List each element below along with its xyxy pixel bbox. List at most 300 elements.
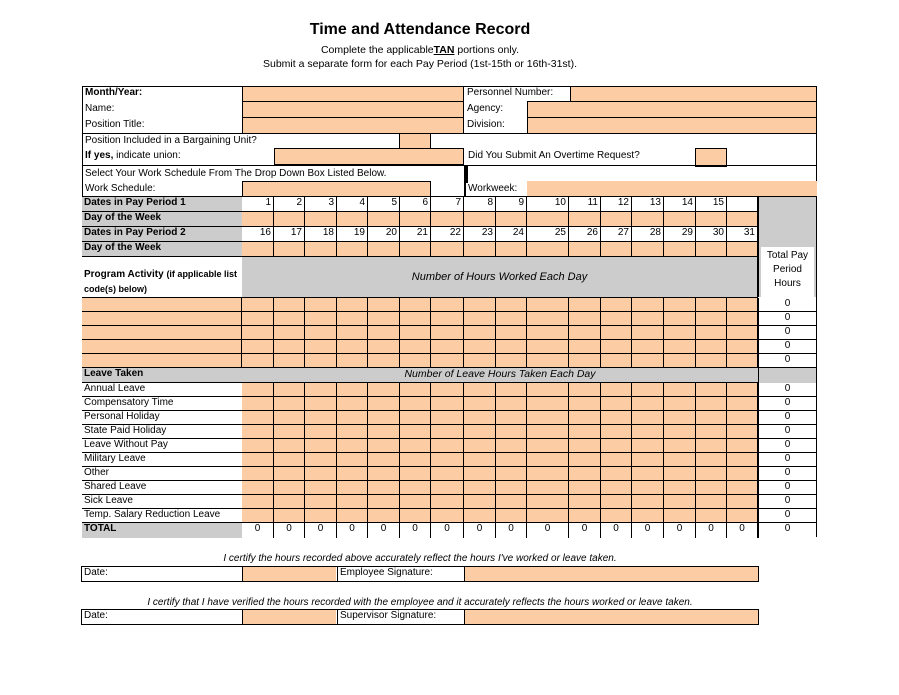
dow-cell[interactable]: [696, 212, 727, 227]
leave-hours-cell[interactable]: [727, 411, 758, 425]
leave-hours-cell[interactable]: [337, 481, 368, 495]
leave-hours-cell[interactable]: [569, 467, 601, 481]
hours-cell[interactable]: [368, 298, 400, 312]
leave-hours-cell[interactable]: [464, 425, 496, 439]
leave-hours-cell[interactable]: [601, 509, 632, 523]
leave-hours-cell[interactable]: [664, 495, 696, 509]
leave-hours-cell[interactable]: [242, 411, 274, 425]
leave-hours-cell[interactable]: [368, 411, 400, 425]
hours-cell[interactable]: [305, 326, 337, 340]
hours-cell[interactable]: [242, 312, 274, 326]
leave-hours-cell[interactable]: [727, 425, 758, 439]
leave-hours-cell[interactable]: [431, 453, 464, 467]
hours-cell[interactable]: [696, 298, 727, 312]
leave-hours-cell[interactable]: [337, 495, 368, 509]
leave-hours-cell[interactable]: [368, 383, 400, 397]
leave-hours-cell[interactable]: [696, 425, 727, 439]
hours-cell[interactable]: [368, 340, 400, 354]
program-code-input[interactable]: [82, 326, 242, 340]
leave-hours-cell[interactable]: [368, 509, 400, 523]
dow-cell[interactable]: [727, 242, 758, 257]
hours-cell[interactable]: [727, 312, 758, 326]
leave-hours-cell[interactable]: [664, 425, 696, 439]
hours-cell[interactable]: [337, 354, 368, 368]
leave-total: 0: [758, 509, 816, 523]
hours-cell[interactable]: [496, 340, 527, 354]
date-cell: 30: [696, 227, 727, 242]
hours-cell[interactable]: [431, 354, 464, 368]
leave-hours-cell[interactable]: [601, 383, 632, 397]
leave-hours-cell[interactable]: [464, 481, 496, 495]
leave-hours-cell[interactable]: [664, 481, 696, 495]
hours-cell[interactable]: [601, 326, 632, 340]
leave-hours-cell[interactable]: [305, 509, 337, 523]
hours-cell[interactable]: [569, 298, 601, 312]
hours-cell[interactable]: [569, 340, 601, 354]
leave-hours-cell[interactable]: [400, 495, 431, 509]
dow-cell[interactable]: [337, 242, 368, 257]
date-cell: 15: [696, 197, 727, 212]
leave-hours-cell[interactable]: [601, 397, 632, 411]
leave-hours-cell[interactable]: [601, 411, 632, 425]
leave-hours-cell[interactable]: [632, 383, 664, 397]
hours-cell[interactable]: [305, 354, 337, 368]
leave-hours-cell[interactable]: [400, 411, 431, 425]
leave-hours-cell[interactable]: [274, 383, 305, 397]
leave-hours-cell[interactable]: [242, 495, 274, 509]
leave-hours-cell[interactable]: [527, 397, 569, 411]
leave-hours-cell[interactable]: [632, 509, 664, 523]
leave-hours-cell[interactable]: [242, 509, 274, 523]
leave-hours-cell[interactable]: [337, 467, 368, 481]
dow-cell[interactable]: [431, 212, 464, 227]
position-title-input[interactable]: [242, 117, 464, 134]
hours-cell[interactable]: [431, 312, 464, 326]
hours-cell[interactable]: [431, 340, 464, 354]
leave-hours-cell[interactable]: [305, 425, 337, 439]
leave-hours-cell[interactable]: [337, 425, 368, 439]
hours-cell[interactable]: [569, 354, 601, 368]
leave-hours-cell[interactable]: [400, 397, 431, 411]
hours-cell[interactable]: [727, 298, 758, 312]
bargaining-input[interactable]: [399, 133, 431, 149]
hours-cell[interactable]: [496, 298, 527, 312]
leave-hours-cell[interactable]: [368, 453, 400, 467]
hours-cell[interactable]: [496, 326, 527, 340]
dow-cell[interactable]: [431, 242, 464, 257]
leave-hours-cell[interactable]: [337, 439, 368, 453]
hours-cell[interactable]: [274, 340, 305, 354]
leave-hours-cell[interactable]: [496, 439, 527, 453]
leave-hours-cell[interactable]: [601, 453, 632, 467]
dow-cell[interactable]: [242, 242, 274, 257]
leave-hours-cell[interactable]: [368, 467, 400, 481]
leave-hours-cell[interactable]: [464, 509, 496, 523]
leave-hours-cell[interactable]: [274, 397, 305, 411]
leave-hours-cell[interactable]: [632, 411, 664, 425]
hours-cell[interactable]: [274, 326, 305, 340]
hours-cell[interactable]: [464, 354, 496, 368]
leave-hours-cell[interactable]: [400, 453, 431, 467]
leave-hours-cell[interactable]: [242, 425, 274, 439]
leave-hours-cell[interactable]: [305, 439, 337, 453]
hours-cell[interactable]: [527, 354, 569, 368]
leave-hours-cell[interactable]: [696, 397, 727, 411]
dow-cell[interactable]: [400, 212, 431, 227]
dow-cell[interactable]: [337, 212, 368, 227]
program-code-input[interactable]: [82, 298, 242, 312]
dow-cell[interactable]: [496, 212, 527, 227]
hours-cell[interactable]: [337, 340, 368, 354]
hours-cell[interactable]: [431, 326, 464, 340]
hours-cell[interactable]: [696, 326, 727, 340]
program-code-input[interactable]: [82, 340, 242, 354]
supervisor_cert-signature-input[interactable]: [464, 610, 758, 624]
hours-cell[interactable]: [368, 354, 400, 368]
leave-hours-cell[interactable]: [400, 481, 431, 495]
leave-hours-cell[interactable]: [496, 509, 527, 523]
hours-cell[interactable]: [400, 354, 431, 368]
hours-cell[interactable]: [368, 312, 400, 326]
hours-cell[interactable]: [696, 354, 727, 368]
leave-hours-cell[interactable]: [727, 397, 758, 411]
leave-hours-cell[interactable]: [527, 467, 569, 481]
hours-cell[interactable]: [727, 340, 758, 354]
leave-hours-cell[interactable]: [274, 453, 305, 467]
hours-cell[interactable]: [632, 326, 664, 340]
hours-cell[interactable]: [464, 298, 496, 312]
personnel-number-input[interactable]: [570, 86, 817, 102]
leave-hours-cell[interactable]: [431, 439, 464, 453]
leave-hours-cell[interactable]: [274, 495, 305, 509]
leave-hours-cell[interactable]: [569, 411, 601, 425]
leave-hours-cell[interactable]: [664, 439, 696, 453]
hours-cell[interactable]: [664, 312, 696, 326]
total-cell: 0: [496, 523, 527, 538]
leave-hours-cell[interactable]: [569, 383, 601, 397]
leave-hours-cell[interactable]: [527, 439, 569, 453]
hours-cell[interactable]: [400, 298, 431, 312]
leave-hours-cell[interactable]: [569, 495, 601, 509]
leave-hours-cell[interactable]: [569, 509, 601, 523]
dow-cell[interactable]: [527, 242, 569, 257]
leave-hours-cell[interactable]: [632, 495, 664, 509]
leave-hours-cell[interactable]: [305, 495, 337, 509]
hours-cell[interactable]: [242, 326, 274, 340]
leave-hours-cell[interactable]: [664, 383, 696, 397]
leave-hours-cell[interactable]: [242, 481, 274, 495]
dow-cell[interactable]: [305, 242, 337, 257]
leave-hours-cell[interactable]: [727, 481, 758, 495]
leave-hours-cell[interactable]: [632, 397, 664, 411]
dow-cell[interactable]: [664, 242, 696, 257]
leave-hours-cell[interactable]: [431, 481, 464, 495]
dow-cell[interactable]: [601, 212, 632, 227]
hours-cell[interactable]: [664, 326, 696, 340]
leave-hours-cell[interactable]: [727, 383, 758, 397]
program-total: 0: [758, 312, 816, 326]
dow-cell[interactable]: [569, 212, 601, 227]
leave-hours-cell[interactable]: [664, 397, 696, 411]
leave-hours-cell[interactable]: [496, 481, 527, 495]
hours-cell[interactable]: [527, 326, 569, 340]
hours-cell[interactable]: [601, 298, 632, 312]
leave-hours-cell[interactable]: [696, 495, 727, 509]
leave-hours-cell[interactable]: [464, 439, 496, 453]
hours-cell[interactable]: [337, 312, 368, 326]
hours-cell[interactable]: [305, 298, 337, 312]
leave-hours-cell[interactable]: [431, 467, 464, 481]
dow-cell[interactable]: [400, 242, 431, 257]
program-code-input[interactable]: [82, 354, 242, 368]
hours-cell[interactable]: [242, 354, 274, 368]
employee_cert-signature-input[interactable]: [464, 567, 758, 581]
date-cell: 6: [400, 197, 431, 212]
leave-hours-cell[interactable]: [601, 481, 632, 495]
leave-hours-cell[interactable]: [527, 481, 569, 495]
leave-hours-cell[interactable]: [496, 495, 527, 509]
leave-hours-cell[interactable]: [527, 495, 569, 509]
leave-hours-cell[interactable]: [464, 411, 496, 425]
leave-hours-cell[interactable]: [696, 481, 727, 495]
hours-cell[interactable]: [464, 326, 496, 340]
hours-cell[interactable]: [569, 312, 601, 326]
hours-cell[interactable]: [496, 312, 527, 326]
dow-cell[interactable]: [368, 242, 400, 257]
leave-hours-cell[interactable]: [527, 411, 569, 425]
work-schedule-select[interactable]: [242, 181, 431, 197]
leave-hours-cell[interactable]: [601, 425, 632, 439]
dow-cell[interactable]: [368, 212, 400, 227]
dow-cell[interactable]: [464, 242, 496, 257]
dow-cell[interactable]: [305, 212, 337, 227]
leave-hours-cell[interactable]: [727, 495, 758, 509]
leave-hours-cell[interactable]: [696, 467, 727, 481]
leave-hours-cell[interactable]: [368, 397, 400, 411]
leave-hours-cell[interactable]: [431, 425, 464, 439]
leave-hours-cell[interactable]: [305, 383, 337, 397]
leave-hours-cell[interactable]: [400, 425, 431, 439]
hours-cell[interactable]: [337, 298, 368, 312]
hours-cell[interactable]: [664, 298, 696, 312]
leave-hours-cell[interactable]: [464, 495, 496, 509]
leave-hours-cell[interactable]: [464, 453, 496, 467]
name-input[interactable]: [242, 101, 464, 118]
hours-cell[interactable]: [664, 354, 696, 368]
dow-cell[interactable]: [632, 212, 664, 227]
leave-hours-cell[interactable]: [305, 467, 337, 481]
leave-hours-cell[interactable]: [431, 495, 464, 509]
hours-cell[interactable]: [601, 354, 632, 368]
dow-cell[interactable]: [242, 212, 274, 227]
leave-hours-cell[interactable]: [696, 383, 727, 397]
leave-hours-cell[interactable]: [337, 453, 368, 467]
dow-cell[interactable]: [632, 242, 664, 257]
hours-cell[interactable]: [305, 312, 337, 326]
leave-hours-cell[interactable]: [496, 397, 527, 411]
leave-hours-cell[interactable]: [569, 425, 601, 439]
leave-hours-cell[interactable]: [368, 425, 400, 439]
hours-cell[interactable]: [727, 354, 758, 368]
leave-hours-cell[interactable]: [464, 467, 496, 481]
hours-cell[interactable]: [431, 298, 464, 312]
leave-hours-cell[interactable]: [601, 495, 632, 509]
leave-hours-cell[interactable]: [527, 383, 569, 397]
leave-hours-cell[interactable]: [431, 397, 464, 411]
leave-hours-cell[interactable]: [464, 383, 496, 397]
dow-cell[interactable]: [727, 212, 758, 227]
leave-hours-cell[interactable]: [337, 509, 368, 523]
leave-hours-cell[interactable]: [274, 411, 305, 425]
leave-hours-cell[interactable]: [664, 411, 696, 425]
hours-cell[interactable]: [632, 340, 664, 354]
hours-cell[interactable]: [337, 326, 368, 340]
leave-hours-cell[interactable]: [569, 481, 601, 495]
hours-cell[interactable]: [527, 312, 569, 326]
hours-cell[interactable]: [274, 312, 305, 326]
leave-hours-cell[interactable]: [527, 453, 569, 467]
date-cell: 18: [305, 227, 337, 242]
leave-hours-cell[interactable]: [274, 481, 305, 495]
agency-input[interactable]: [527, 101, 817, 118]
leave-hours-cell[interactable]: [305, 481, 337, 495]
division-input[interactable]: [527, 117, 817, 134]
dow-cell[interactable]: [496, 242, 527, 257]
leave-hours-cell[interactable]: [496, 453, 527, 467]
leave-hours-cell[interactable]: [242, 467, 274, 481]
leave-hours-cell[interactable]: [274, 439, 305, 453]
leave-hours-cell[interactable]: [727, 453, 758, 467]
leave-hours-cell[interactable]: [305, 397, 337, 411]
leave-hours-cell[interactable]: [242, 453, 274, 467]
workweek-select[interactable]: [527, 181, 817, 197]
leave-hours-cell[interactable]: [242, 439, 274, 453]
leave-hours-cell[interactable]: [569, 439, 601, 453]
employee_cert-date-input[interactable]: [242, 567, 336, 581]
hours-cell[interactable]: [696, 340, 727, 354]
hours-cell[interactable]: [242, 340, 274, 354]
union-input[interactable]: [274, 148, 464, 165]
leave-hours-cell[interactable]: [274, 467, 305, 481]
dow-cell[interactable]: [464, 212, 496, 227]
hours-cell[interactable]: [400, 340, 431, 354]
hours-cell[interactable]: [368, 326, 400, 340]
dow-cell[interactable]: [664, 212, 696, 227]
hours-cell[interactable]: [274, 298, 305, 312]
leave-hours-cell[interactable]: [496, 411, 527, 425]
month-year-input[interactable]: [242, 86, 464, 102]
leave-hours-cell[interactable]: [569, 397, 601, 411]
dow-cell[interactable]: [527, 212, 569, 227]
hours-cell[interactable]: [632, 354, 664, 368]
hours-cell[interactable]: [400, 312, 431, 326]
dow-cell[interactable]: [569, 242, 601, 257]
leave-hours-cell[interactable]: [305, 411, 337, 425]
dow-cell[interactable]: [274, 212, 305, 227]
hours-cell[interactable]: [527, 340, 569, 354]
leave-hours-cell[interactable]: [464, 397, 496, 411]
leave-hours-cell[interactable]: [368, 481, 400, 495]
leave-hours-cell[interactable]: [337, 411, 368, 425]
hours-cell[interactable]: [664, 340, 696, 354]
leave-hours-cell[interactable]: [632, 467, 664, 481]
dow-cell[interactable]: [601, 242, 632, 257]
leave-hours-cell[interactable]: [527, 509, 569, 523]
total-cell: 0: [242, 523, 274, 538]
leave-hours-cell[interactable]: [696, 439, 727, 453]
hours-cell[interactable]: [496, 354, 527, 368]
leave-hours-cell[interactable]: [431, 411, 464, 425]
leave-hours-cell[interactable]: [274, 425, 305, 439]
hours-cell[interactable]: [274, 354, 305, 368]
leave-hours-cell[interactable]: [337, 383, 368, 397]
hours-cell[interactable]: [569, 326, 601, 340]
leave-hours-cell[interactable]: [632, 453, 664, 467]
leave-hours-cell[interactable]: [696, 411, 727, 425]
leave-hours-cell[interactable]: [632, 425, 664, 439]
leave-hours-cell[interactable]: [696, 453, 727, 467]
leave-hours-cell[interactable]: [696, 509, 727, 523]
dow-cell[interactable]: [696, 242, 727, 257]
leave-hours-cell[interactable]: [496, 467, 527, 481]
program-code-input[interactable]: [82, 312, 242, 326]
leave-hours-cell[interactable]: [601, 439, 632, 453]
leave-hours-cell[interactable]: [400, 467, 431, 481]
leave-hours-cell[interactable]: [496, 425, 527, 439]
leave-hours-cell[interactable]: [664, 509, 696, 523]
leave-hours-cell[interactable]: [368, 495, 400, 509]
hours-cell[interactable]: [727, 326, 758, 340]
leave-hours-cell[interactable]: [632, 439, 664, 453]
leave-hours-cell[interactable]: [431, 509, 464, 523]
leave-hours-cell[interactable]: [496, 383, 527, 397]
supervisor_cert-date-input[interactable]: [242, 610, 336, 624]
hours-cell[interactable]: [464, 312, 496, 326]
leave-hours-cell[interactable]: [664, 467, 696, 481]
leave-hours-cell[interactable]: [527, 425, 569, 439]
leave-hours-cell[interactable]: [664, 453, 696, 467]
dow-cell[interactable]: [274, 242, 305, 257]
hours-cell[interactable]: [696, 312, 727, 326]
leave-hours-cell[interactable]: [274, 509, 305, 523]
hours-cell[interactable]: [242, 298, 274, 312]
leave-hours-cell[interactable]: [242, 383, 274, 397]
hours-cell[interactable]: [601, 340, 632, 354]
leave-hours-cell[interactable]: [242, 397, 274, 411]
hours-cell[interactable]: [601, 312, 632, 326]
total-hours-header: [758, 197, 816, 297]
leave-hours-cell[interactable]: [727, 509, 758, 523]
hours-cell[interactable]: [527, 298, 569, 312]
hours-cell[interactable]: [632, 312, 664, 326]
leave-hours-cell[interactable]: [632, 481, 664, 495]
leave-hours-cell[interactable]: [727, 439, 758, 453]
leave-hours-cell[interactable]: [727, 467, 758, 481]
leave-hours-cell[interactable]: [337, 397, 368, 411]
hours-cell[interactable]: [400, 326, 431, 340]
leave-hours-cell[interactable]: [400, 439, 431, 453]
hours-cell[interactable]: [305, 340, 337, 354]
leave-hours-cell[interactable]: [431, 383, 464, 397]
leave-hours-cell[interactable]: [569, 453, 601, 467]
leave-hours-cell[interactable]: [368, 439, 400, 453]
hours-cell[interactable]: [632, 298, 664, 312]
leave-hours-cell[interactable]: [601, 467, 632, 481]
leave-hours-cell[interactable]: [305, 453, 337, 467]
hours-cell[interactable]: [464, 340, 496, 354]
leave-hours-cell[interactable]: [400, 383, 431, 397]
leave-hours-cell[interactable]: [400, 509, 431, 523]
